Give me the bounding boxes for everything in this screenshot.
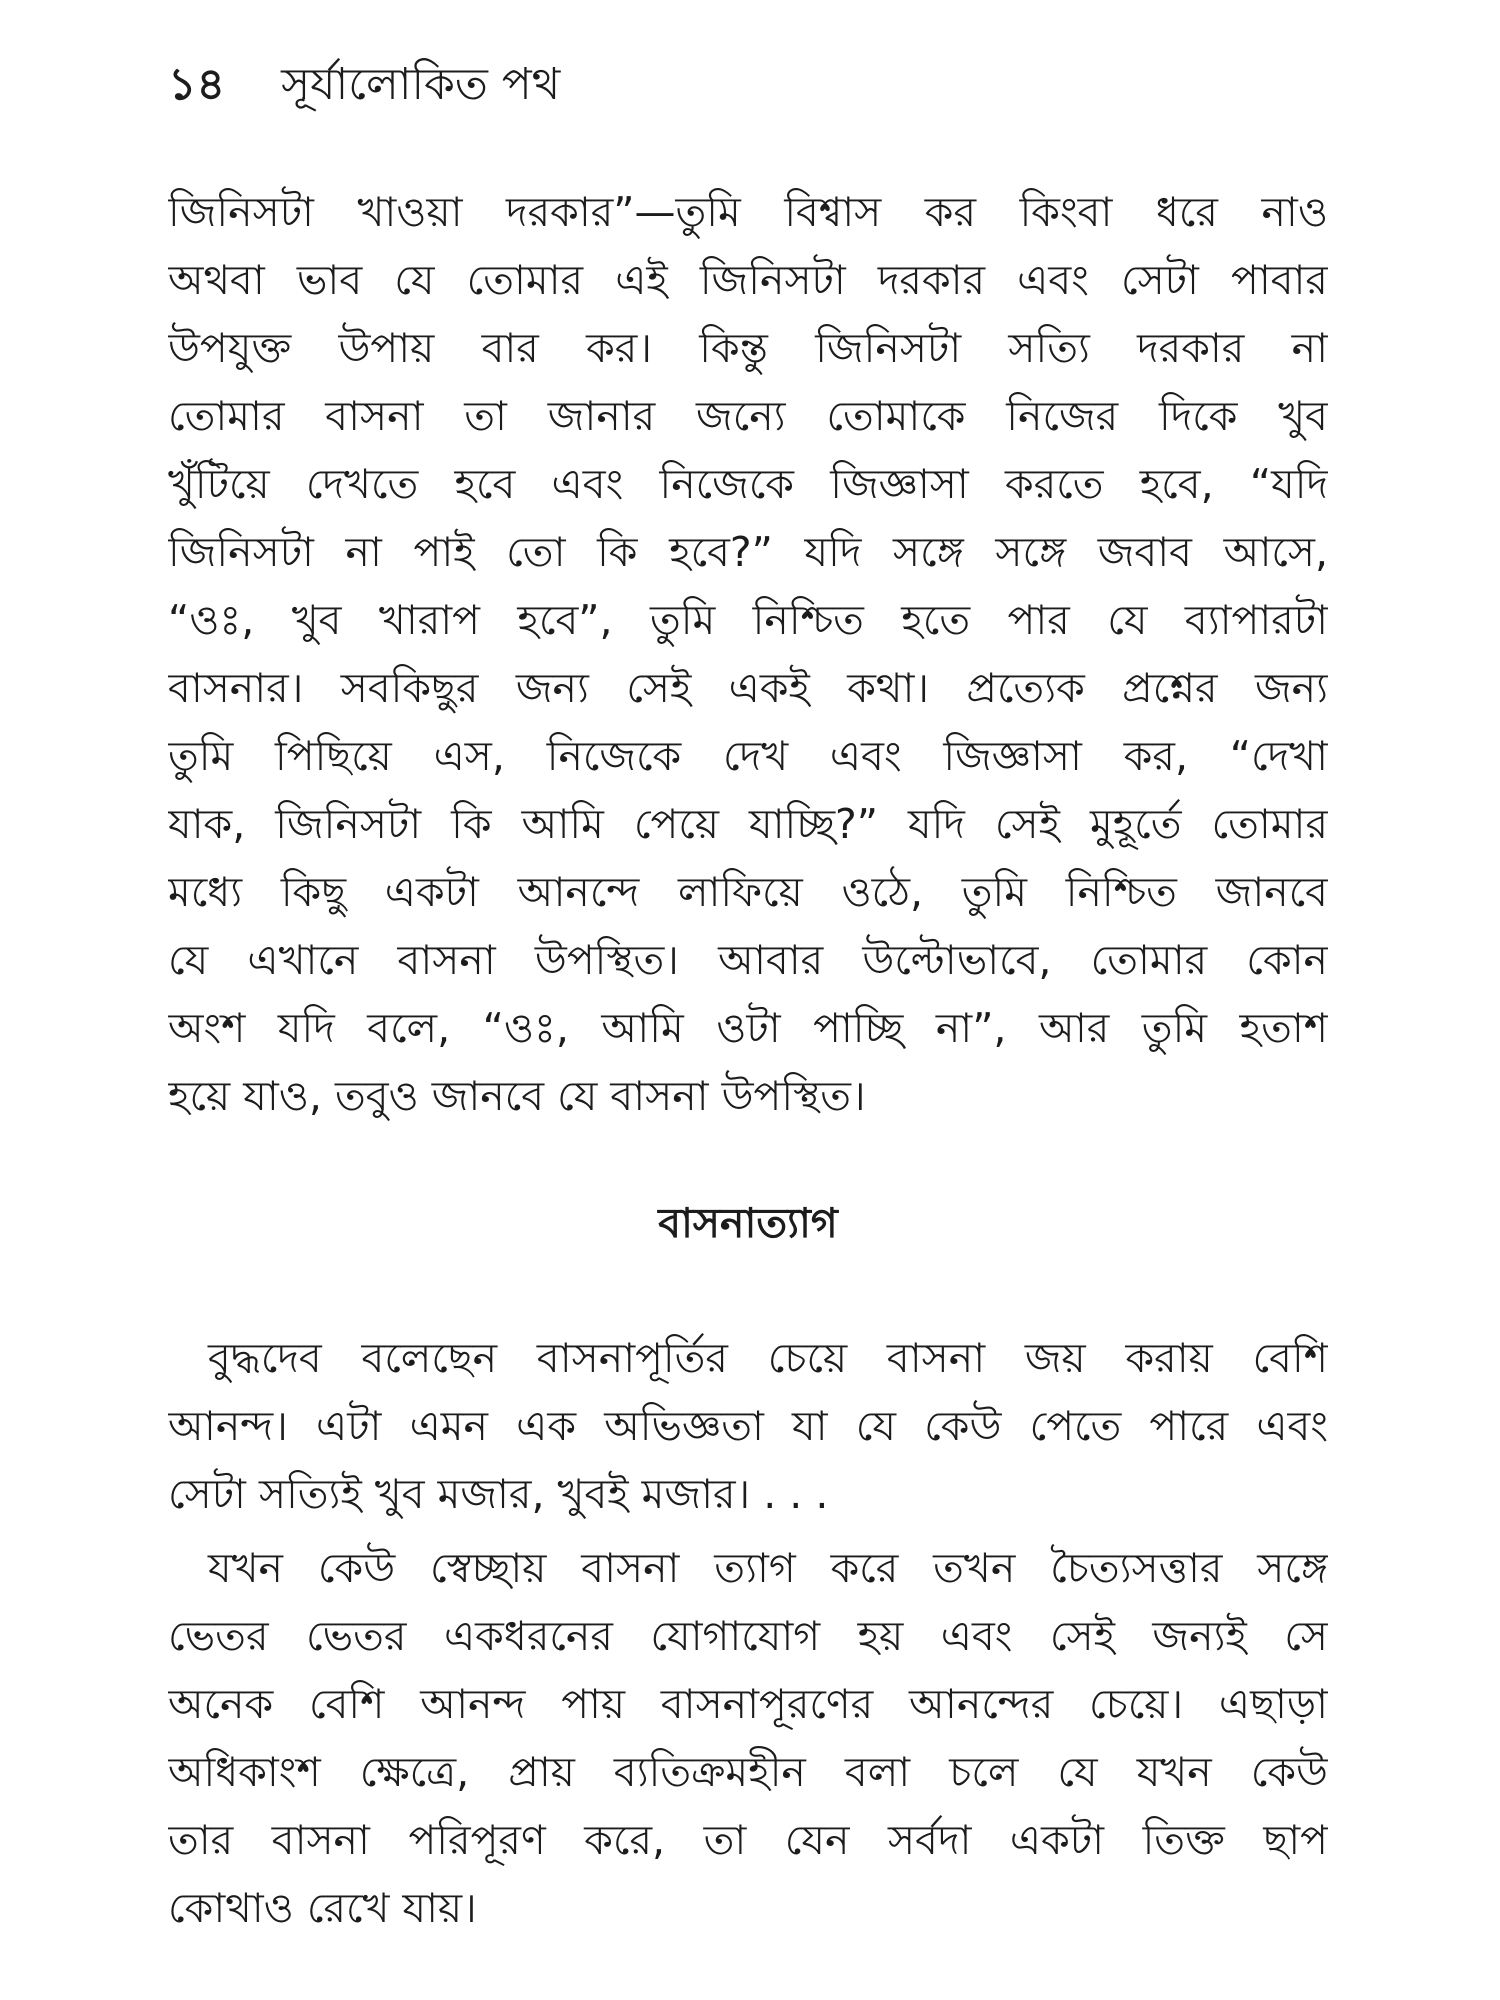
text-line: অনেক বেশি আনন্দ পায় বাসনাপূরণের আনন্দের চেয়ে। এছাড়া xyxy=(168,1680,1328,1728)
text-line: কোথাও রেখে যায়। xyxy=(168,1884,477,1932)
text-line: জিনিসটা খাওয়া দরকার”—তুমি বিশ্বাস কর কিংবা ধরে নাও xyxy=(168,188,1328,236)
text-line: যাক, জিনিসটা কি আমি পেয়ে যাচ্ছি?” যদি সেই মুহূর্তে তোমার xyxy=(168,800,1328,848)
text-line: সেটা সত্যিই খুব মজার, খুবই মজার। . . . xyxy=(168,1470,829,1518)
page-number: ১৪ xyxy=(168,59,226,110)
book-title: সূর্যালোকিত পথ xyxy=(281,59,561,110)
text-line: ভেতর ভেতর একধরনের যোগাযোগ হয় এবং সেই জন্যই সে xyxy=(168,1612,1328,1660)
text-line: “ওঃ, খুব খারাপ হবে”, তুমি নিশ্চিত হতে পার যে ব্যাপারটা xyxy=(168,596,1328,644)
text-line: বাসনার। সবকিছুর জন্য সেই একই কথা। প্রত্যেক প্রশ্নের জন্য xyxy=(168,664,1328,712)
text-line: তোমার বাসনা তা জানার জন্যে তোমাকে নিজের দিকে খুব xyxy=(168,392,1328,440)
text-line: যে এখানে বাসনা উপস্থিত। আবার উল্টোভাবে, তোমার কোন xyxy=(168,936,1328,984)
text-line: অধিকাংশ ক্ষেত্রে, প্রায় ব্যতিক্রমহীন বলা চলে যে যখন কেউ xyxy=(168,1748,1328,1796)
text-line: মধ্যে কিছু একটা আনন্দে লাফিয়ে ওঠে, তুমি নিশ্চিত জানবে xyxy=(168,868,1328,916)
text-line: জিনিসটা না পাই তো কি হবে?” যদি সঙ্গে সঙ্গে জবাব আসে, xyxy=(168,528,1328,576)
text-line: অংশ যদি বলে, “ওঃ, আমি ওটা পাচ্ছি না”, আর তুমি হতাশ xyxy=(168,1004,1328,1052)
text-line: খুঁটিয়ে দেখতে হবে এবং নিজেকে জিজ্ঞাসা করতে হবে, “যদি xyxy=(168,460,1328,508)
text-line: তার বাসনা পরিপূরণ করে, তা যেন সর্বদা একটা তিক্ত ছাপ xyxy=(168,1816,1328,1864)
text-line: হয়ে যাও, তবুও জানবে যে বাসনা উপস্থিত। xyxy=(168,1072,866,1120)
text-line: বুদ্ধদেব বলেছেন বাসনাপূর্তির চেয়ে বাসনা জয় করায় বেশি xyxy=(208,1334,1328,1382)
paragraph-3 xyxy=(168,1534,1328,1942)
text-line: যখন কেউ স্বেচ্ছায় বাসনা ত্যাগ করে তখন চৈত্যসত্তার সঙ্গে xyxy=(208,1544,1328,1592)
text-line: তুমি পিছিয়ে এস, নিজেকে দেখ এবং জিজ্ঞাসা কর, “দেখা xyxy=(168,732,1328,780)
running-header xyxy=(168,50,1328,120)
paragraph-1 xyxy=(168,178,1328,1130)
text-line: উপযুক্ত উপায় বার কর। কিন্তু জিনিসটা সত্যি দরকার না xyxy=(168,324,1328,372)
section-heading: বাসনাত্যাগ xyxy=(658,1199,838,1247)
paragraph-2 xyxy=(168,1324,1328,1528)
text-line: অথবা ভাব যে তোমার এই জিনিসটা দরকার এবং সেটা পাবার xyxy=(168,256,1328,304)
text-line: আনন্দ। এটা এমন এক অভিজ্ঞতা যা যে কেউ পেতে পারে এবং xyxy=(168,1402,1328,1450)
